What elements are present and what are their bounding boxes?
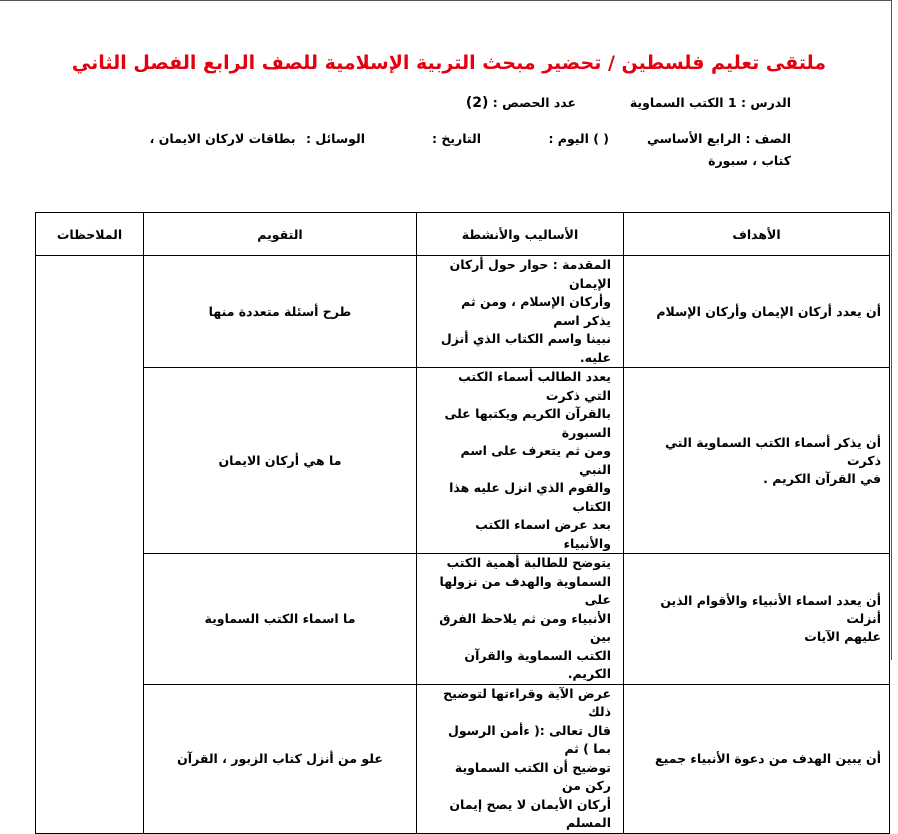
grade-label: الصف :	[745, 131, 791, 146]
activity-line: بعد عرض اسماء الكتب والأنبياء	[475, 517, 611, 551]
objective-line: في القرآن الكريم .	[763, 470, 881, 486]
evaluation-cell: طرح أسئلة متعددة منها	[144, 256, 417, 368]
tools-value: بطاقات لاركان الايمان ،	[149, 131, 296, 146]
activity-cell	[417, 554, 624, 685]
table-row	[36, 684, 890, 833]
activity-line: قال تعالى :( ءأمن الرسول بما ) ثم	[447, 722, 611, 756]
activity-line: توضيح أن الكتب السماوية ركن من	[454, 759, 611, 793]
date-label: التاريخ :	[431, 131, 481, 146]
day-label: ( ) اليوم :	[548, 131, 609, 146]
table-header-row	[36, 213, 890, 256]
objective-line: عليهم الآيات	[804, 628, 881, 644]
column-header-activities: الأساليب والأنشطة	[417, 213, 624, 256]
column-header-evaluation: التقويم	[144, 213, 417, 256]
activity-line: الأنبياء ومن ثم يلاحظ الفرق بين	[439, 610, 611, 644]
activity-line: يعدد الطالب أسماء الكتب التي ذكرت	[458, 369, 611, 403]
objective-line: أن يعدد اسماء الأنبياء والأقوام الذين أنزلت	[660, 592, 881, 626]
objective-line: أن يذكر أسماء الكتب السماوية التي ذكرت	[665, 434, 881, 468]
activity-cell	[417, 368, 624, 554]
evaluation-cell: ما هي أركان الايمان	[144, 368, 417, 554]
date-info	[432, 131, 481, 146]
column-header-objectives: الأهداف	[624, 213, 890, 256]
lesson-info	[630, 95, 791, 110]
grade-value: الرابع الأساسي	[646, 131, 742, 146]
table-row	[36, 368, 890, 554]
periods-label: عدد الحصص :	[492, 95, 576, 110]
day-info	[548, 131, 609, 146]
tools-label: الوسائل :	[305, 131, 365, 146]
activity-line: ومن ثم يتعرف على اسم النبي	[460, 443, 611, 477]
activity-cell	[417, 684, 624, 833]
page-frame-right	[891, 0, 892, 660]
tools-info	[150, 131, 365, 146]
periods-info	[466, 95, 576, 111]
activity-line: أركان الأيمان لا يصح إيمان المسلم	[449, 796, 611, 830]
activity-line: المقدمة : حوار حول أركان الإيمان	[449, 257, 611, 291]
activity-line: والقوم الذي انزل عليه هذا الكتاب	[449, 480, 611, 514]
evaluation-cell: ما اسماء الكتب السماوية	[144, 554, 417, 685]
activity-line: نبينا واسم الكتاب الذي أنزل عليه.	[440, 331, 611, 365]
activity-cell	[417, 256, 624, 368]
activity-line: السماوية والهدف من نزولها على	[439, 573, 611, 607]
objective-cell	[624, 684, 890, 833]
grade-info	[647, 131, 791, 146]
notes-cell	[36, 256, 144, 834]
lesson-value: 1 الكتب السماوية	[629, 95, 737, 110]
objective-cell	[624, 256, 890, 368]
activity-line: بالقرآن الكريم ويكتبها على السبورة	[444, 406, 611, 440]
column-header-notes: الملاحظات	[36, 213, 144, 256]
table-row	[36, 554, 890, 685]
evaluation-cell: علو من أنزل كتاب الزبور ، القرآن	[144, 684, 417, 833]
tools-value-cont: كتاب ، سبورة	[708, 153, 791, 168]
document-title: ملتقى تعليم فلسطين / تحضير مبحث التربية الإسلامية للصف الرابع الفصل الثاني	[71, 52, 827, 74]
objective-cell	[624, 554, 890, 685]
objective-line: أن يعدد أركان الإيمان وأركان الإسلام	[656, 303, 881, 319]
objective-cell	[624, 368, 890, 554]
objective-line: أن يبين الهدف من دعوة الأنبياء جميع	[655, 750, 881, 766]
activity-line: وأركان الإسلام ، ومن ثم يذكر اسم	[461, 294, 611, 328]
page-frame-top	[0, 0, 891, 1]
lesson-label: الدرس :	[741, 95, 791, 110]
activity-line: عرض الآية وقراءتها لتوضيح ذلك	[443, 685, 611, 719]
activity-line: يتوضح للطالبة أهمية الكتب	[446, 555, 611, 570]
lesson-plan-table	[35, 212, 890, 834]
periods-value: (2)	[465, 95, 489, 111]
activity-line: الكتب السماوية والقرآن الكريم.	[464, 647, 611, 681]
table-row	[36, 256, 890, 368]
